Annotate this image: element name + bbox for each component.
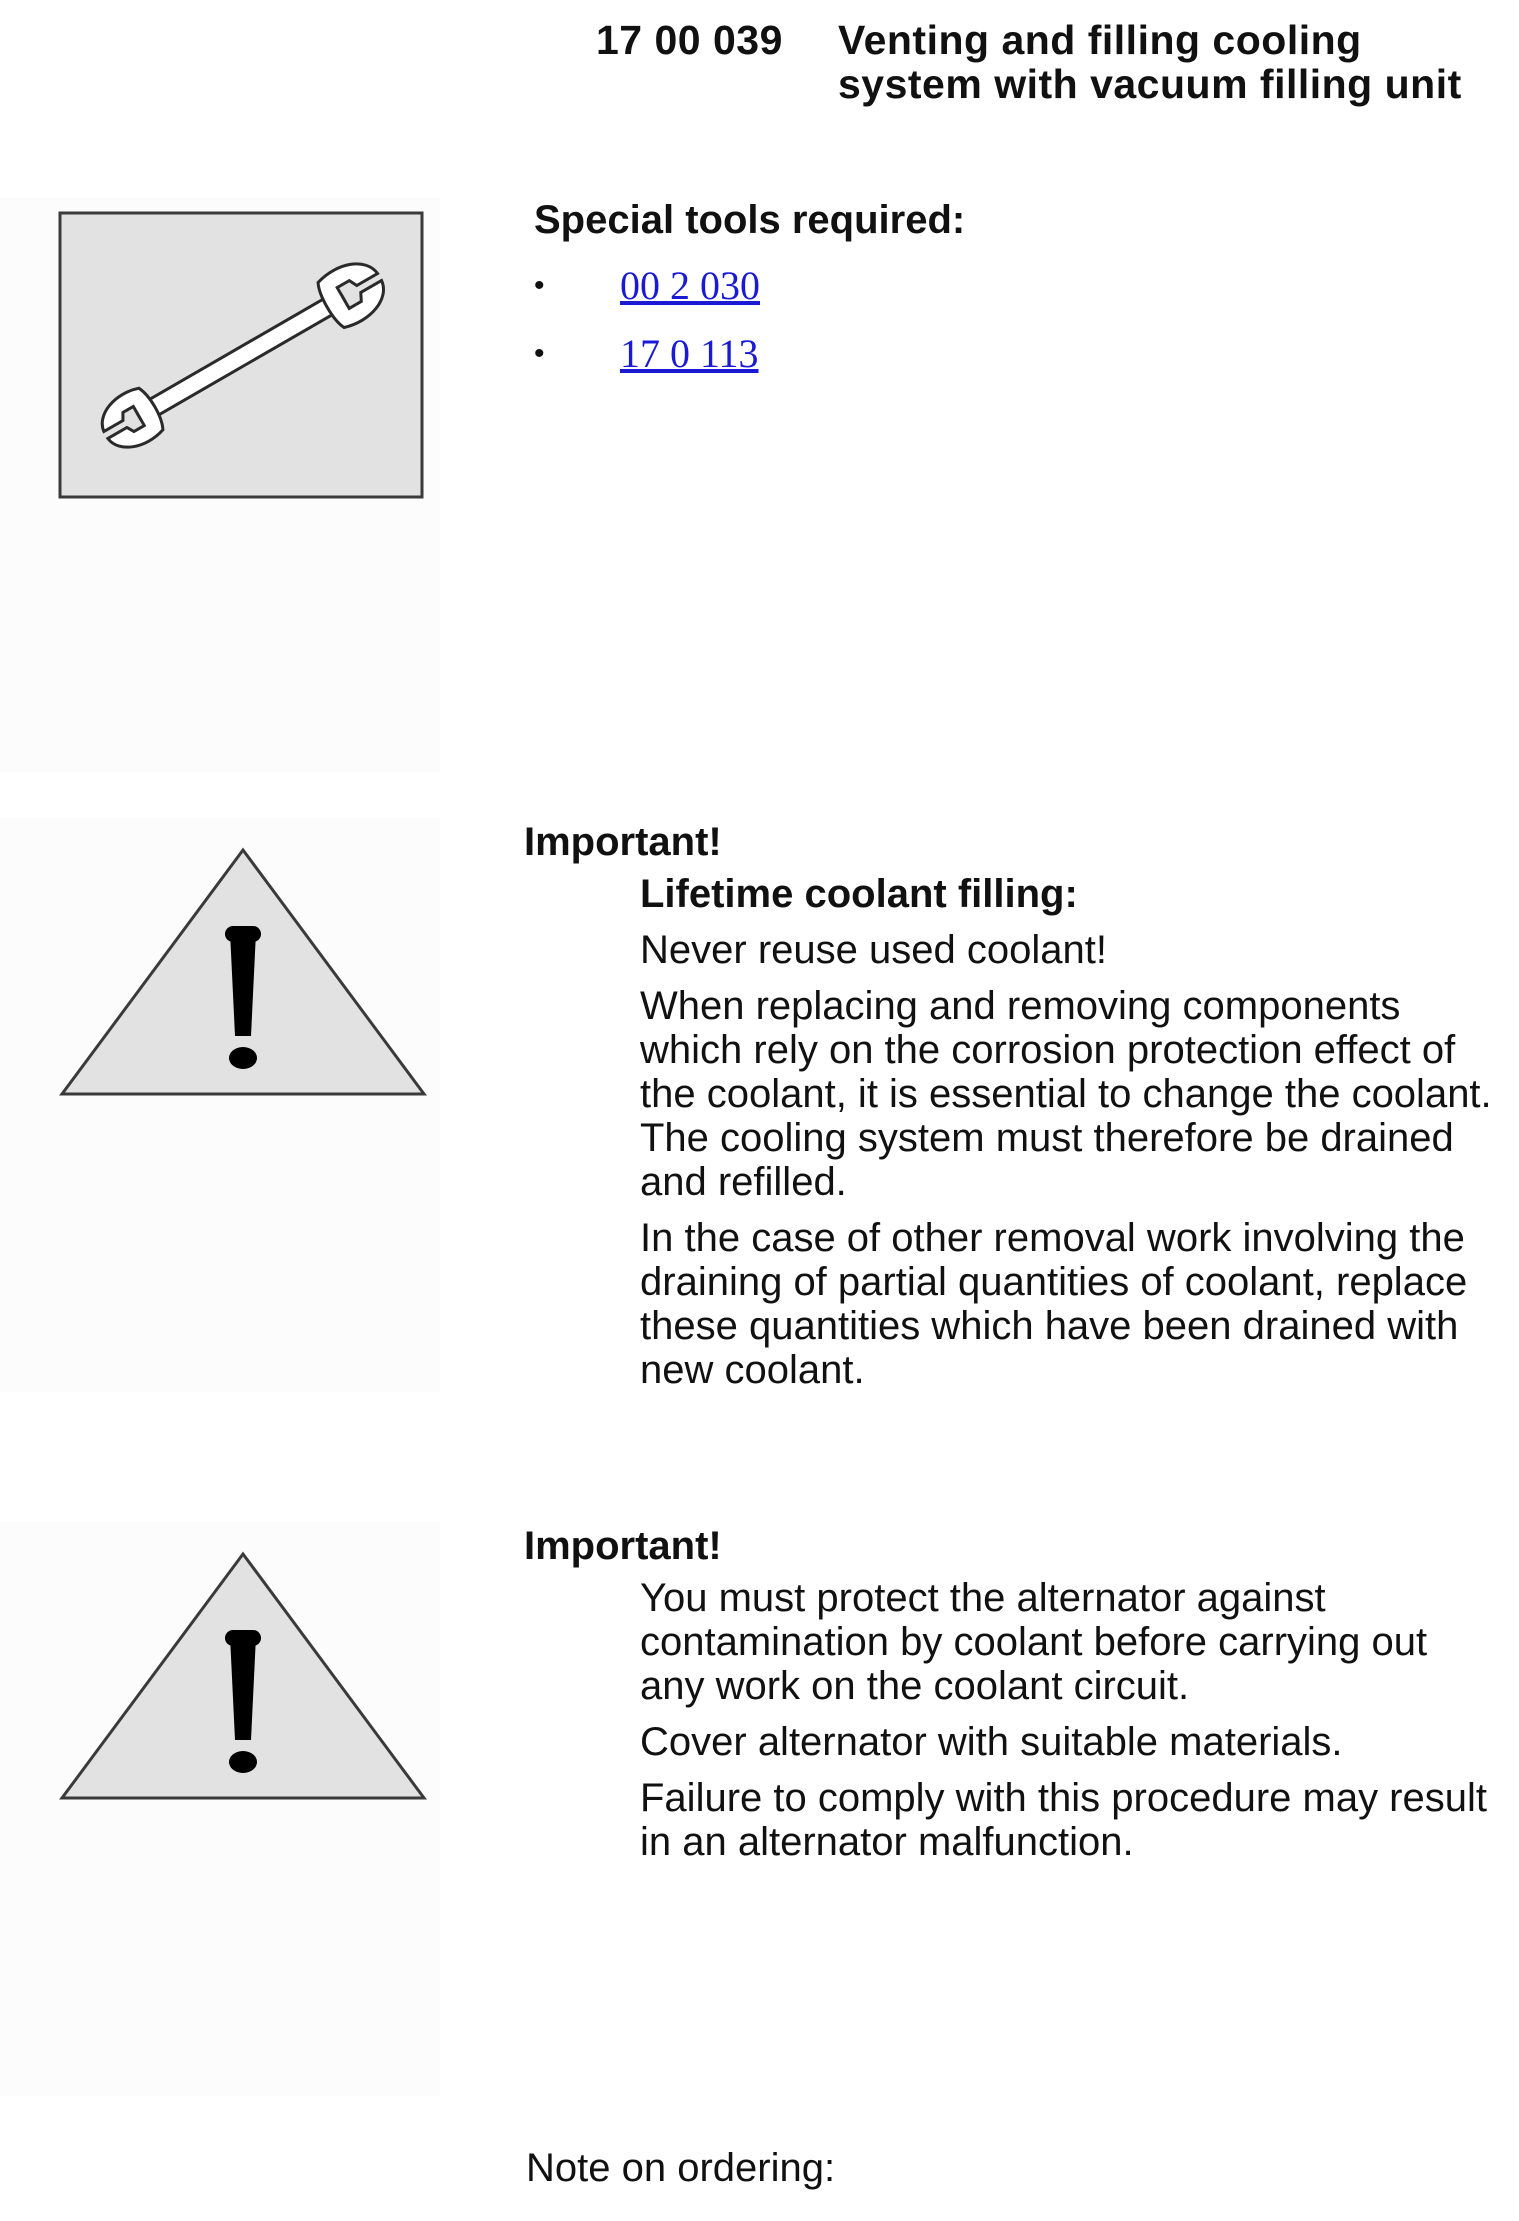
tool-link-17-0-113[interactable]: 17 0 113 <box>620 331 759 376</box>
special-tools-heading: Special tools required: <box>534 198 966 242</box>
notice-paragraph: When replacing and removing components which rely on the corrosion protection effect of the coolant, it is essential to change the coolant. The cooling system must therefore be drained and refilled. <box>640 984 1492 1204</box>
bullet: • <box>534 337 545 370</box>
lifetime-coolant-heading: Lifetime coolant filling: <box>640 872 1078 916</box>
notice-paragraph: Failure to comply with this procedure may result in an alternator malfunction. <box>640 1776 1487 1864</box>
notice-paragraph: Never reuse used coolant! <box>640 928 1107 972</box>
warning-triangle-icon <box>58 1550 428 1802</box>
important-label: Important! <box>524 1524 722 1568</box>
important-label: Important! <box>524 820 722 864</box>
procedure-number: 17 00 039 <box>596 17 783 63</box>
important-notice-2 <box>640 1576 1500 1876</box>
notice-paragraph: You must protect the alternator against contamination by coolant before carrying out any work on the coolant circuit. <box>640 1576 1428 1708</box>
tool-link-00-2-030[interactable]: 00 2 030 <box>620 263 760 308</box>
bullet: • <box>534 269 545 302</box>
procedure-title: Venting and filling cooling system with vacuum filling unit <box>838 17 1462 107</box>
note-on-ordering: Note on ordering: <box>526 2146 836 2190</box>
important-notice-1 <box>640 872 1500 1404</box>
warning-triangle-icon <box>58 846 428 1098</box>
notice-paragraph: In the case of other removal work involving the draining of partial quantities of coolant, replace these quantities which have been drained with new coolant. <box>640 1216 1468 1392</box>
notice-paragraph: Cover alternator with suitable materials. <box>640 1720 1343 1764</box>
wrench-icon <box>58 211 424 499</box>
